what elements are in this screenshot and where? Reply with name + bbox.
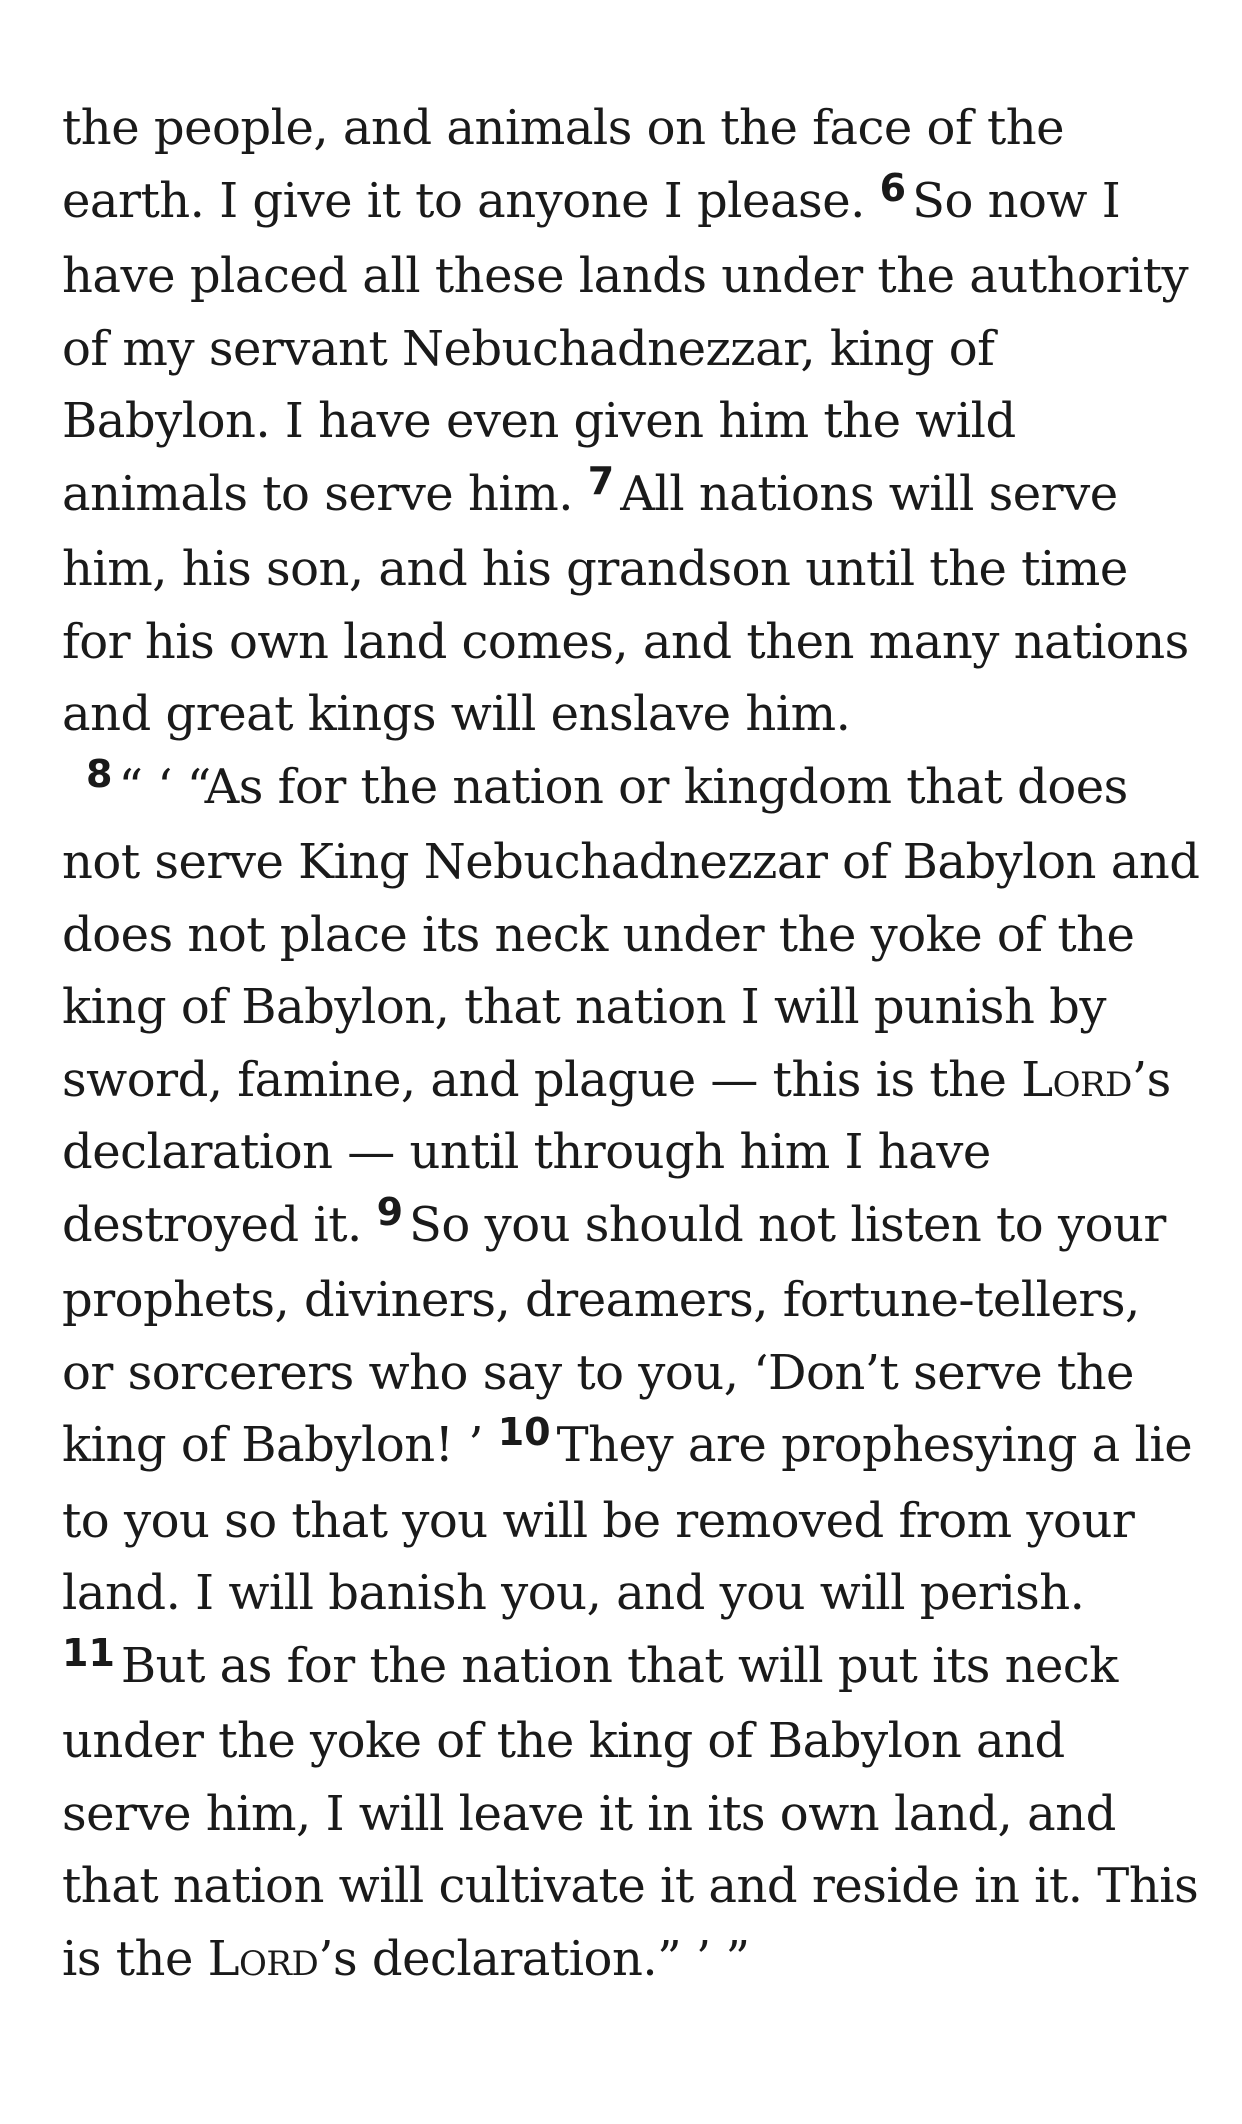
verse-number-9: 9: [376, 1189, 404, 1234]
verse-text-8a: “ ‘ “As for the nation or kingdom that does not serve King Nebuchadnezzar of Babylon and does not place its neck under the yoke of the king of Babylon, that nation I will punish by sword, famine, and plague — this is the: [62, 758, 1200, 1108]
verse-text-10: They are prophesying a lie to you so that you will be removed from your land. I will banish you, and you will perish.: [62, 1417, 1193, 1621]
divine-name: Lord: [1021, 1051, 1132, 1108]
verse-text-8b: ’s declaration — until through him I have destroyed it.: [62, 1051, 1171, 1253]
verse-text: the people, and animals on the face of the earth. I give it to anyone I please.: [62, 100, 1065, 229]
verse-text-11b: ’s declaration.” ’ ”: [318, 1930, 750, 1987]
reading-page: [62, 92, 1202, 1995]
verse-text-9: So you should not listen to your prophets, diviners, dreamers, fortune-tellers, or sorcerers who say to you, ‘Don’t serve the king of Babylon! ’: [62, 1196, 1166, 1473]
verse-text-6: So now I have placed all these lands under the authority of my servant Nebuchadnezzar, king of Babylon. I have even given him the wild animals to serve him.: [62, 172, 1189, 522]
verse-number-11: 11: [62, 1630, 115, 1675]
verse-text-11a: But as for the nation that will put its neck under the yoke of the king of Babylon and serve him, I will leave it in its own land, and that nation will cultivate it and reside in it. This is the: [62, 1637, 1199, 1987]
verse-number-6: 6: [879, 165, 907, 210]
paragraph-1: [62, 92, 1202, 751]
verse-number-8: 8: [86, 751, 113, 796]
verse-number-10: 10: [497, 1410, 551, 1454]
divine-name: Lord: [207, 1930, 319, 1987]
verse-number-7: 7: [587, 458, 615, 503]
paragraph-2: [62, 751, 1202, 1996]
verse-text-7: All nations will serve him, his son, and his grandson until the time for his own land comes, and then many nations and great kings will enslave him.: [62, 465, 1189, 742]
